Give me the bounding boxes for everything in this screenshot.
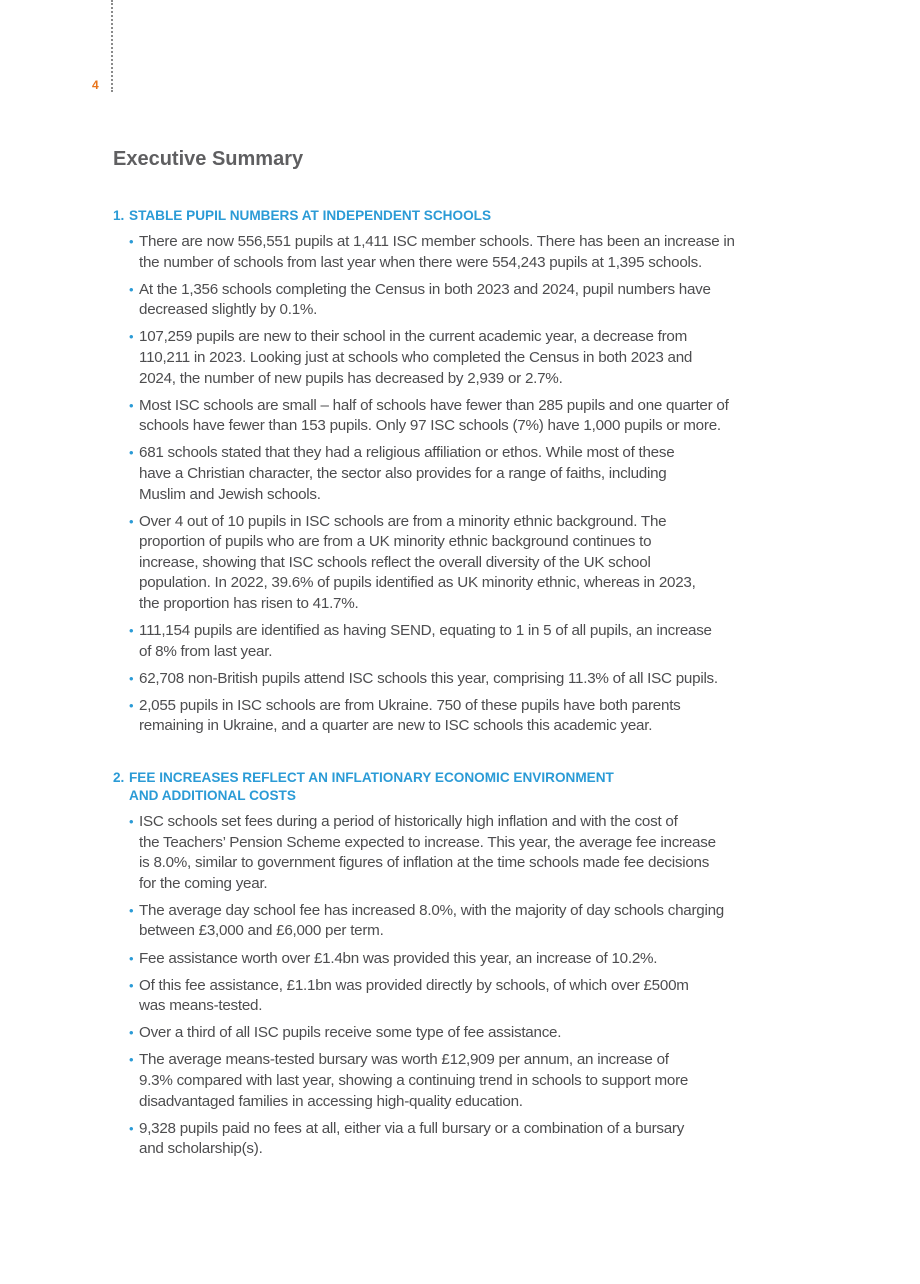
bullet-dot-icon: • — [129, 1052, 134, 1068]
bullet-text-line: have a Christian character, the sector also provides for a range of faiths, including — [139, 464, 667, 482]
bullet-item — [129, 696, 793, 737]
bullet-text-line: Fee assistance worth over £1.4bn was provided this year, an increase of 10.2%. — [139, 949, 658, 967]
bullet-text-line: 681 schools stated that they had a religious affiliation or ethos. While most of these — [139, 444, 675, 462]
bullet-text-line: 9.3% compared with last year, showing a continuing trend in schools to support more — [139, 1072, 689, 1090]
page-number: 4 — [92, 78, 99, 92]
section-heading-text — [129, 207, 491, 225]
bullet-dot-icon: • — [129, 950, 134, 966]
bullet-text-line: 107,259 pupils are new to their school in the current academic year, a decrease from — [139, 328, 688, 346]
bullet-text-line: population. In 2022, 39.6% of pupils identified as UK minority ethnic, whereas in 2023, — [139, 574, 696, 592]
bullet-dot-icon: • — [129, 513, 134, 529]
page-title: Executive Summary — [113, 148, 304, 170]
bullet-dot-icon: • — [129, 329, 134, 345]
bullet-text-line: decreased slightly by 0.1%. — [139, 301, 318, 319]
bullet-text-line: disadvantaged families in accessing high-quality education. — [139, 1092, 523, 1110]
bullet-text-line: of 8% from last year. — [139, 642, 273, 660]
bullet-item — [129, 812, 793, 894]
bullet-text-line: The average means-tested bursary was worth £12,909 per annum, an increase of — [139, 1051, 669, 1069]
bullet-text-line: the proportion has risen to 41.7%. — [139, 595, 359, 612]
section-heading — [113, 207, 793, 225]
bullet-item — [129, 327, 793, 389]
bullet-text-line: is 8.0%, similar to government figures of inflation at the time schools made fee decisions — [139, 854, 710, 872]
bullet-text-line: and scholarship(s). — [139, 1140, 263, 1158]
section-stable-pupil-numbers — [113, 207, 793, 744]
bullet-text-line: the Teachers’ Pension Scheme expected to increase. This year, the average fee increase — [139, 833, 716, 851]
dotted-margin-rule — [111, 0, 113, 92]
bullet-item — [129, 1119, 793, 1160]
bullet-dot-icon: • — [129, 977, 134, 993]
bullet-text-line: 2024, the number of new pupils has decreased by 2,939 or 2.7%. — [139, 369, 563, 387]
bullet-dot-icon: • — [129, 234, 134, 249]
section-heading-line: STABLE PUPIL NUMBERS AT INDEPENDENT SCHOOLS — [129, 208, 492, 223]
section-heading-line: FEE INCREASES REFLECT AN INFLATIONARY ECONOMIC ENVIRONMENT — [129, 770, 614, 785]
bullet-dot-icon: • — [129, 397, 134, 413]
section-fee-increases — [113, 769, 793, 1166]
bullet-item — [129, 621, 793, 662]
bullet-text-line: was means-tested. — [139, 997, 263, 1015]
bullet-text-line: Muslim and Jewish schools. — [139, 485, 321, 503]
bullet-item — [129, 512, 793, 615]
bullet-dot-icon: • — [129, 697, 134, 713]
bullet-list — [113, 812, 793, 1160]
bullet-text-line: Of this fee assistance, £1.1bn was provided directly by schools, of which over £500m — [139, 976, 689, 994]
bullet-text-line: ISC schools set fees during a period of historically high inflation and with the cost of — [139, 813, 678, 830]
bullet-list — [113, 232, 793, 737]
section-heading-text — [129, 769, 614, 805]
bullet-item — [129, 669, 793, 690]
bullet-text-line: 62,708 non-British pupils attend ISC schools this year, comprising 11.3% of all ISC pupils. — [139, 669, 718, 687]
bullet-dot-icon: • — [129, 623, 134, 639]
bullet-text-line: The average day school fee has increased 8.0%, with the majority of day schools charging — [139, 901, 724, 919]
bullet-item — [129, 1050, 793, 1112]
bullet-text-line: At the 1,356 schools completing the Census in both 2023 and 2024, pupil numbers have — [139, 280, 711, 298]
bullet-text-line: between £3,000 and £6,000 per term. — [139, 922, 384, 940]
bullet-text-line: There are now 556,551 pupils at 1,411 ISC member schools. There has been an increase in — [139, 233, 735, 250]
bullet-text-line: Over 4 out of 10 pupils in ISC schools are from a minority ethnic background. The — [139, 512, 667, 530]
bullet-dot-icon: • — [129, 281, 134, 297]
bullet-dot-icon: • — [129, 670, 134, 686]
bullet-item — [129, 232, 793, 273]
section-number: 1. — [113, 208, 125, 223]
bullet-text-line: Most ISC schools are small – half of schools have fewer than 285 pupils and one quarter of — [139, 396, 729, 414]
bullet-dot-icon: • — [129, 445, 134, 461]
section-number: 2. — [113, 770, 125, 785]
bullet-text-line: remaining in Ukraine, and a quarter are new to ISC schools this academic year. — [139, 717, 653, 735]
bullet-item — [129, 396, 793, 437]
bullet-dot-icon: • — [129, 902, 134, 918]
bullet-item — [129, 443, 793, 505]
bullet-text-line: 111,154 pupils are identified as having SEND, equating to 1 in 5 of all pupils, an increase — [139, 622, 712, 640]
bullet-item — [129, 976, 793, 1017]
bullet-text-line: the number of schools from last year when there were 554,243 pupils at 1,395 schools. — [139, 253, 702, 271]
bullet-dot-icon: • — [129, 1025, 134, 1041]
bullet-text-line: 2,055 pupils in ISC schools are from Ukraine. 750 of these pupils have both parents — [139, 696, 681, 714]
bullet-text-line: proportion of pupils who are from a UK minority ethnic background continues to — [139, 533, 652, 551]
bullet-item — [129, 280, 793, 321]
bullet-item — [129, 901, 793, 942]
bullet-text-line: 110,211 in 2023. Looking just at schools who completed the Census in both 2023 and — [139, 348, 693, 366]
bullet-text-line: schools have fewer than 153 pupils. Only 97 ISC schools (7%) have 1,000 pupils or more. — [139, 417, 721, 435]
bullet-item — [129, 949, 793, 970]
bullet-dot-icon: • — [129, 1120, 134, 1136]
section-heading-line: AND ADDITIONAL COSTS — [129, 788, 296, 803]
bullet-item — [129, 1023, 793, 1044]
bullet-text-line: 9,328 pupils paid no fees at all, either via a full bursary or a combination of a bursary — [139, 1119, 685, 1137]
section-heading — [113, 769, 793, 805]
bullet-text-line: for the coming year. — [139, 874, 268, 892]
bullet-text-line: Over a third of all ISC pupils receive some type of fee assistance. — [139, 1024, 562, 1042]
bullet-dot-icon: • — [129, 814, 134, 829]
bullet-text-line: increase, showing that ISC schools reflect the overall diversity of the UK school — [139, 553, 651, 571]
